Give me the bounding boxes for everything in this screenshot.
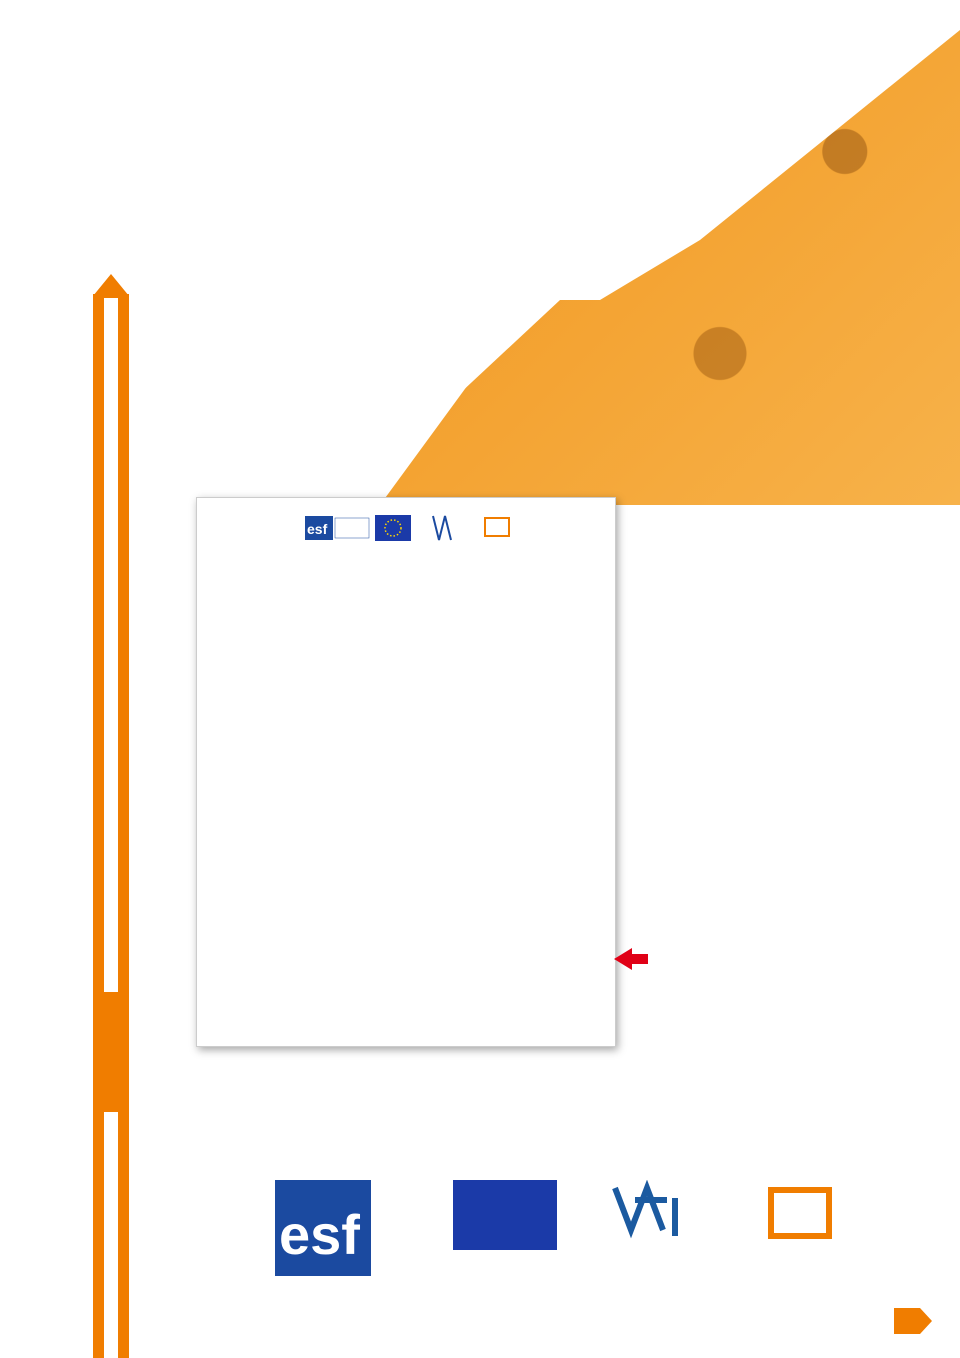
opvk-logo-icon [771,1190,829,1236]
svg-text:esf: esf [307,521,328,537]
footer-logos [275,1180,875,1300]
svg-text:esf: esf [279,1203,360,1266]
timeline-arrow-icon [93,274,129,296]
banner-shape [0,0,960,505]
red-arrow-tail [630,954,648,964]
esf-logo-icon [275,1180,449,1276]
msmt-logo-icon [615,1188,675,1236]
timeline-bar [93,274,129,1358]
eu-stars-icon [453,1180,557,1250]
page-number-badge [894,1308,932,1334]
intro-text [193,378,933,395]
timesheet-document [196,497,616,1047]
intro-paragraph [193,378,933,395]
document-logos [305,512,525,546]
timeline-years [93,992,129,1112]
timeline-inner [104,298,118,1358]
